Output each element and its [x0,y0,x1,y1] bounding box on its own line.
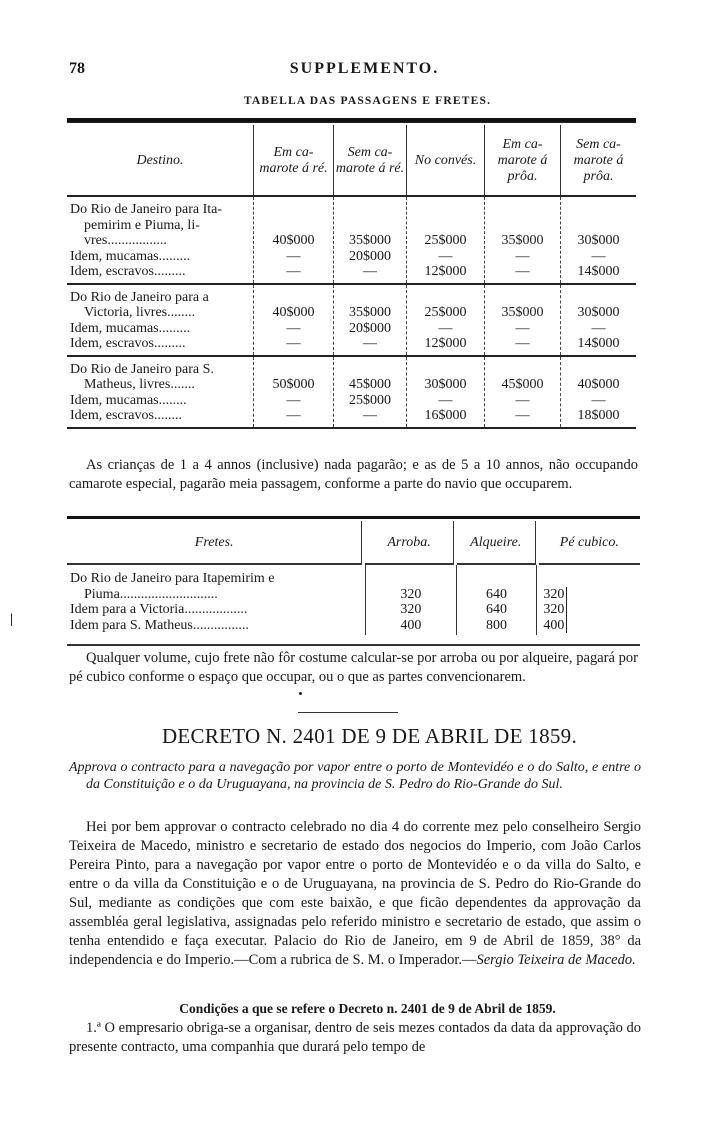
freight-route-line: Do Rio de Janeiro para Itapemirim e [70,571,275,586]
route-group-victoria [67,285,636,357]
fare-value: 14$000 [577,264,620,279]
fare-value: 25$000 [424,233,467,248]
freight-value: 320 [537,602,567,618]
fare-value: 45$000 [501,377,544,392]
column-header-em-camarote-re: Em ca- marote á ré. [254,125,334,195]
fare-value: — [286,408,301,423]
fare-value: 40$000 [577,377,620,392]
fare-value: 14$000 [577,336,620,351]
freight-table-header [67,521,640,565]
fare-column [561,357,636,427]
fare-column [485,357,561,427]
decree-summary [69,759,641,793]
fare-value: — [286,392,301,408]
destination-line: Do Rio de Janeiro para S. [70,361,214,377]
fare-value: — [591,248,606,264]
fare-value: 50$000 [272,377,315,392]
destination-line: Idem, mucamas........ [70,392,187,408]
freight-table-top-rule [67,516,640,519]
destination-line: Idem, escravos......... [70,336,186,351]
section-separator [298,712,398,713]
page-number: 78 [69,60,85,77]
fare-value: — [363,408,377,423]
fare-value: 35$000 [501,305,544,320]
freight-value: 320 [400,586,422,602]
fare-column [334,357,407,427]
passages-table-header [67,125,636,197]
fare-value: 35$000 [349,233,391,248]
fare-value: — [438,320,453,336]
freight-value: 640 [486,602,508,617]
fare-value: — [515,248,530,264]
decree-body [69,818,641,970]
fare-value: — [515,320,530,336]
fare-value: 45$000 [349,377,391,392]
fare-value: 35$000 [501,233,544,248]
ink-speck [299,692,302,695]
column-header-destino: Destino. [67,125,254,195]
fare-value: 16$000 [424,408,467,423]
fare-value: — [363,264,377,279]
table-top-rule-thin [67,122,636,123]
table-title: TABELLA DAS PASSAGENS E FRETES. [243,95,492,107]
freight-route-line: Idem para a Victoria.................. [70,602,248,617]
fare-value: — [591,320,606,336]
freight-table-bottom-rule [67,644,640,646]
destination-line: Idem, escravos......... [70,264,186,279]
destination-line: Do Rio de Janeiro para Ita- [70,202,222,217]
freight-alqueire-column [457,565,538,635]
destination-line: pemirim e Piuma, li- [84,217,200,233]
column-header-sem-camarote-re: Sem ca- marote á ré. [334,125,407,195]
destination-line: Victoria, livres........ [84,305,196,320]
fare-value: 40$000 [272,233,315,248]
fare-value: — [438,248,453,264]
route-group-itapemirim [67,197,636,285]
fare-value: — [286,336,301,351]
destination-line: Do Rio de Janeiro para a [70,289,209,305]
fare-value: 18$000 [577,408,620,423]
freight-pe-cubico-column [537,565,640,635]
fare-value: 25$000 [349,392,391,408]
children-fare-note-text: As crianças de 1 a 4 annos (inclusive) nada pagarão; e as de 5 a 10 annos, não occupando camarote especial, pagarão meia passagem, conforme a parte do navio que occuparem. [69,457,638,492]
fare-value: — [438,392,453,408]
freight-value: 320 [400,602,422,617]
fare-value: 30$000 [577,305,620,320]
decree-title: DECRETO N. 2401 DE 9 DE ABRIL DE 1859. [161,724,578,748]
fare-value: 12$000 [424,264,467,279]
fare-column [407,357,485,427]
children-fare-note [69,456,638,494]
fare-column [334,197,407,283]
fare-column [407,285,485,355]
freight-note-text: Qualquer volume, cujo frete não fôr costume calcular-se por arroba ou por alqueire, pagará por pé cubico conforme o espaço que occupar, ou o que as partes convencionarem. [69,650,638,685]
freight-table-body [67,565,640,635]
fare-value: 30$000 [424,377,467,392]
destination-line: vres................. [84,233,167,248]
freight-route-cell [67,565,366,635]
column-header-pe-cubico: Pé cubico. [539,521,640,565]
freight-note [69,649,638,687]
decree-signature: Sergio Teixeira de Macedo. [476,952,636,968]
freight-value: 400 [400,617,422,633]
fare-column [561,197,636,283]
fare-value: — [363,336,377,351]
freight-table [67,516,640,635]
fare-column [254,285,334,355]
column-header-alqueire: Alqueire. [457,521,536,565]
column-header-arroba: Arroba. [365,521,454,565]
fare-column [485,197,561,283]
destination-line: Idem, escravos........ [70,408,182,423]
decree-body-paragraph [69,818,641,970]
fare-value: 30$000 [577,233,620,248]
fare-value: 35$000 [349,305,391,320]
clause-1 [69,1019,641,1057]
fare-value: — [515,392,530,408]
decree-summary-text: Approva o contracto para a navegação por vapor entre o porto de Montevidéo e o do Salto, e entre o da Constituição e o da Uruguayana, na provincia de S. Pedro do Rio-Grande do Sul. [69,760,641,792]
column-header-no-conves: No convés. [407,125,485,195]
decree-body-text: Hei por bem approvar o contracto celebrado no dia 4 do corrente mez pelo conselheiro Sergio Teixeira de Macedo, ministro e secretario de estado dos negocios do Imperio, com João Carlos Pereira Pinto, para a navegação por vapor entre o porto de Montevidéo e o da villa do Salto, e entre o da villa da Constituição e o de Uruguayana, na provincia de S. Pedro do Rio-Grande do Sul, mediante as condições que com este baixão, e que ficão dependentes da approvação da assembléa geral legislativa, assignadas pelo referido ministro e secretario de estado, que assim o tenha entendido e faça executar. Palacio do Rio de Janeiro, em 9 de Abril de 1859, 38° da independencia e do Imperio.—Com a rubrica de S. M. o Imperador.— [69,819,641,968]
clause-1-text: 1.ª O empresario obriga-se a organisar, dentro de seis mezes contados da data da approvação do presente contracto, uma companhia que durará pelo tempo de [69,1020,641,1055]
freight-value: 800 [486,617,508,633]
freight-value: 640 [486,586,508,602]
column-header-fretes: Fretes. [67,521,362,565]
passages-table [67,118,636,429]
fare-value: — [515,336,530,351]
fare-value: — [515,408,530,423]
fare-value: — [515,264,530,279]
fare-column [407,197,485,283]
fare-column [561,285,636,355]
destination-cell [67,197,254,283]
destination-cell [67,357,254,427]
fare-value: — [591,392,606,408]
freight-value: 400 [537,618,567,634]
destination-line: Idem, mucamas......... [70,248,191,264]
destination-line: Idem, mucamas......... [70,320,191,336]
fare-value: 12$000 [424,336,467,351]
fare-column [485,285,561,355]
running-title: SUPPLEMENTO. [289,60,440,77]
margin-mark: | [10,612,14,627]
fare-value: — [286,320,301,336]
fare-column [334,285,407,355]
fare-value: 25$000 [424,305,467,320]
conditions-title: Condições a que se refere o Decreto n. 2401 de 9 de Abril de 1859. [179,1001,556,1016]
fare-value: — [286,248,301,264]
freight-route-line: Idem para S. Matheus................ [70,617,249,633]
column-header-em-camarote-proa: Em ca- marote á prôa. [485,125,561,195]
fare-column [254,357,334,427]
freight-value: 320 [537,587,567,603]
fare-column [254,197,334,283]
freight-route-line: Piuma............................ [84,586,218,602]
freight-arroba-column [366,565,457,635]
destination-cell [67,285,254,355]
fare-value: 20$000 [349,248,391,264]
column-header-sem-camarote-proa: Sem ca- marote á prôa. [573,137,624,184]
destination-line: Matheus, livres....... [84,377,195,392]
fare-value: — [286,264,301,279]
route-group-s-matheus [67,357,636,429]
fare-value: 40$000 [272,305,315,320]
fare-value: 20$000 [349,320,391,336]
